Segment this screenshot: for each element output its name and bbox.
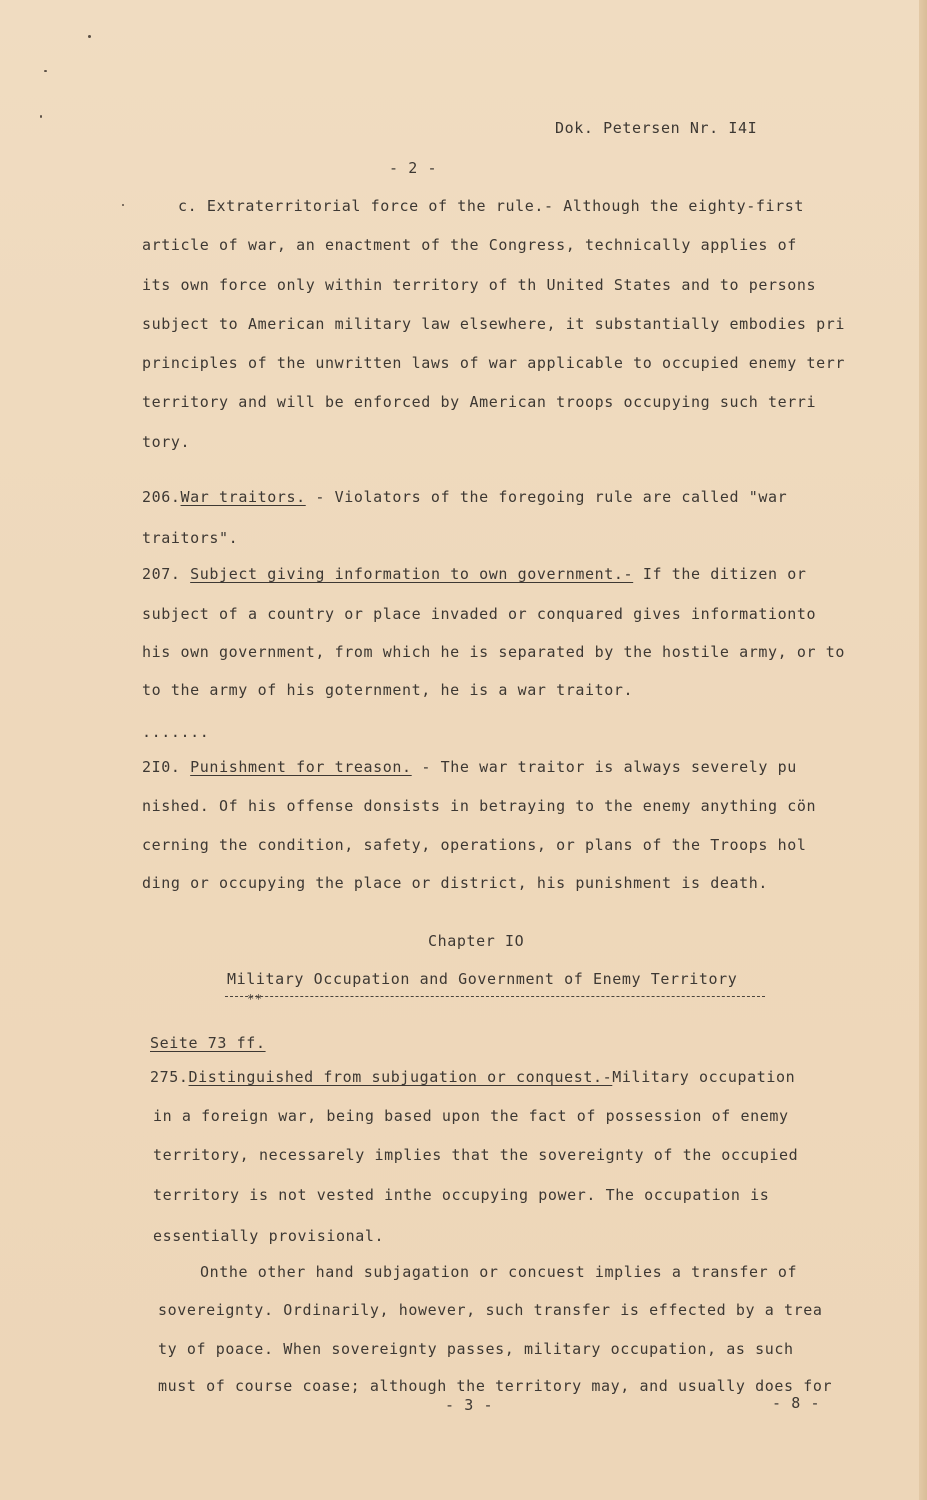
- chapter-mark: **: [247, 992, 263, 1006]
- section-275-line: in a foreign war, being based upon the fact of possession of enemy: [153, 1107, 789, 1125]
- section-text: If the ditizen or: [633, 565, 807, 583]
- para-c-line: tory.: [142, 433, 191, 451]
- section-275-line: territory is not vested inthe occupying power. The occupation is: [153, 1186, 770, 1204]
- para-c-line: principles of the unwritten laws of war applicable to occupied enemy terr: [142, 354, 846, 372]
- section-275-line: territory, necessarely implies that the sovereignty of the occupied: [153, 1146, 799, 1164]
- para-c-line: territory and will be enforced by American troops occupying such terri: [142, 393, 817, 411]
- section-210-line: nished. Of his offense donsists in betraying to the enemy anything cön: [142, 797, 817, 815]
- section-heading: War traitors.: [180, 488, 306, 506]
- section-heading: Subject giving information to own government.-: [190, 565, 634, 583]
- paragraph-line: ty of poace. When sovereignty passes, military occupation, as such: [158, 1340, 794, 1358]
- section-210: [142, 757, 797, 777]
- section-number: 207.: [142, 565, 181, 583]
- speck: [88, 35, 91, 38]
- seite-reference: Seite 73 ff.: [150, 1034, 266, 1052]
- section-text: - The war traitor is always severely pu: [411, 758, 797, 776]
- section-heading: Punishment for treason.: [190, 758, 412, 776]
- section-heading: Distinguished from subjugation or conquest.-: [188, 1068, 613, 1086]
- section-text: - Violators of the foregoing rule are called "war: [305, 488, 788, 506]
- doc-reference: Dok. Petersen Nr. I4I: [555, 119, 758, 137]
- speck: [44, 70, 47, 72]
- section-210-line: ding or occupying the place or district, his punishment is death.: [142, 874, 768, 892]
- speck: [122, 204, 124, 206]
- section-number: 275.: [150, 1068, 189, 1086]
- section-206-line: traitors".: [142, 529, 239, 547]
- paragraph-line: sovereignty. Ordinarily, however, such transfer is effected by a trea: [158, 1301, 823, 1319]
- page-number-bottom-right: - 8 -: [772, 1394, 821, 1412]
- page-edge: [919, 0, 927, 1500]
- section-275: [150, 1067, 795, 1087]
- section-210-line: cerning the condition, safety, operations, or plans of the Troops hol: [142, 836, 807, 854]
- ellipsis: .......: [142, 723, 210, 741]
- section-207: [142, 564, 807, 584]
- para-c-line: subject to American military law elsewhere, it substantially embodies pri: [142, 315, 846, 333]
- speck: [40, 115, 42, 118]
- section-207-line: subject of a country or place invaded or conquared gives informationto: [142, 605, 817, 623]
- section-275-line: essentially provisional.: [153, 1227, 385, 1245]
- chapter-label: Chapter IO: [428, 932, 525, 950]
- chapter-title: Military Occupation and Government of Enemy Territory: [227, 970, 738, 988]
- para-c-line: c. Extraterritorial force of the rule.- Although the eighty-first: [178, 197, 804, 215]
- paragraph-line: Onthe other hand subjagation or concuest implies a transfer of: [200, 1263, 798, 1281]
- section-text: Military occupation: [612, 1068, 796, 1086]
- section-number: 2I0.: [142, 758, 181, 776]
- paragraph-line: must of course coase; although the territory may, and usually does for: [158, 1377, 833, 1395]
- para-c-line: its own force only within territory of th United States and to persons: [142, 276, 817, 294]
- section-207-line: his own government, from which he is separated by the hostile army, or to: [142, 643, 846, 661]
- page-number-top: - 2 -: [389, 159, 438, 177]
- section-number: 206.: [142, 488, 181, 506]
- para-c-line: article of war, an enactment of the Congress, technically applies of: [142, 236, 797, 254]
- section-206: [142, 487, 787, 507]
- page-number-bottom-left: - 3 -: [445, 1396, 494, 1414]
- chapter-title-rule: [225, 996, 765, 997]
- section-207-line: to the army of his goternment, he is a war traitor.: [142, 681, 634, 699]
